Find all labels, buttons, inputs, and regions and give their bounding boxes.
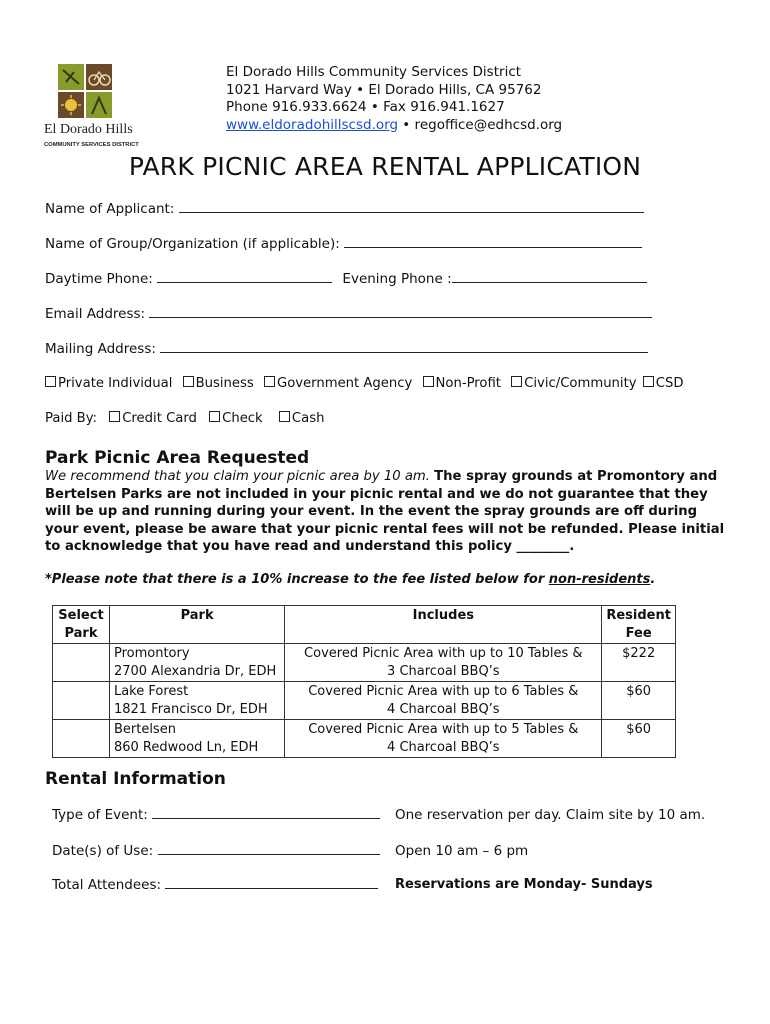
park-table-header (53, 606, 676, 644)
org-email: • regoffice@edhcsd.org (398, 116, 563, 133)
logo-subtext: COMMUNITY SERVICES DISTRICT (44, 142, 139, 148)
district-logo (44, 62, 140, 154)
evening-phone-input[interactable] (452, 271, 647, 283)
business-label: Business (195, 376, 254, 391)
attendees-label: Total Attendees: (52, 877, 162, 893)
attendees-field (52, 877, 378, 893)
group-name-input[interactable] (344, 236, 642, 248)
non-resident-underlined: non-residents (548, 572, 651, 587)
dates-input[interactable] (158, 843, 380, 855)
mailing-label: Mailing Address: (45, 341, 156, 357)
government-agency-checkbox[interactable] (264, 376, 275, 387)
csd-label: CSD (655, 376, 684, 391)
event-type-input[interactable] (152, 807, 380, 819)
reservation-days: Reservations are Monday- Sundays (395, 877, 653, 892)
website-link[interactable]: www.eldoradohillscsd.org (226, 116, 399, 133)
event-type-label: Type of Event: (52, 807, 148, 823)
park-cell (109, 682, 284, 720)
fee-cell: $60 (602, 720, 676, 758)
park-cell (109, 720, 284, 758)
email-label: Email Address: (45, 306, 146, 322)
cash-checkbox[interactable] (279, 411, 290, 422)
applicant-name-field (45, 201, 644, 217)
paid-by-label: Paid By: (45, 411, 98, 426)
park-cell (109, 644, 284, 682)
paid-by-options (45, 411, 324, 426)
select-promontory-cell[interactable] (53, 644, 110, 682)
table-row (53, 720, 676, 758)
private-individual-checkbox[interactable] (45, 376, 56, 387)
civic-community-label: Civic/Community (524, 376, 637, 391)
event-type-field (52, 807, 380, 823)
dates-field (52, 843, 380, 859)
group-name-field (45, 236, 642, 252)
includes-line: 3 Charcoal BBQ’s (387, 663, 500, 679)
business-checkbox[interactable] (183, 376, 194, 387)
non-profit-checkbox[interactable] (423, 376, 434, 387)
includes-cell (285, 682, 602, 720)
includes-line: 4 Charcoal BBQ’s (387, 701, 500, 717)
select-lake-forest-cell[interactable] (53, 682, 110, 720)
csd-checkbox[interactable] (643, 376, 654, 387)
government-agency-label: Government Agency (276, 376, 413, 391)
includes-line: 4 Charcoal BBQ’s (387, 739, 500, 755)
table-row (53, 644, 676, 682)
logo-text: El Dorado Hills (44, 122, 133, 137)
org-phone: Phone 916.933.6624 • Fax 916.941.1627 (226, 99, 505, 115)
civic-community-checkbox[interactable] (511, 376, 522, 387)
park-policy-paragraph (45, 468, 725, 556)
park-name: Lake Forest (113, 684, 189, 699)
header-resident-fee: Resident Fee (602, 606, 676, 644)
park-name: Bertelsen (113, 722, 176, 737)
header-select-park: Select Park (53, 606, 110, 644)
page-title: PARK PICNIC AREA RENTAL APPLICATION (128, 152, 642, 181)
logo-graphic (44, 62, 140, 154)
park-name: Promontory (113, 646, 190, 661)
mailing-input[interactable] (160, 341, 648, 353)
non-resident-note-end: . (650, 572, 656, 587)
check-checkbox[interactable] (209, 411, 220, 422)
reservation-rule: One reservation per day. Claim site by 10 am. (395, 807, 706, 823)
private-individual-label: Private Individual (58, 376, 173, 391)
evening-phone-label: Evening Phone : (342, 271, 452, 287)
org-name: El Dorado Hills Community Services District (226, 64, 522, 80)
includes-line: Covered Picnic Area with up to 5 Tables & (308, 722, 579, 737)
email-input[interactable] (149, 306, 652, 318)
check-label: Check (222, 411, 263, 426)
park-address: 1821 Francisco Dr, EDH (113, 701, 268, 717)
park-table (52, 605, 676, 758)
daytime-phone-label: Daytime Phone: (45, 271, 153, 287)
daytime-phone-input[interactable] (157, 271, 332, 283)
applicant-type-options (45, 376, 683, 391)
park-address: 2700 Alexandria Dr, EDH (113, 663, 277, 679)
email-field (45, 306, 652, 322)
org-contact-block (226, 64, 562, 134)
open-hours: Open 10 am – 6 pm (395, 843, 529, 859)
header-park: Park (109, 606, 284, 644)
group-name-label: Name of Group/Organization (if applicable): (45, 236, 340, 252)
phone-fields (45, 271, 647, 287)
spray-grounds-policy: The spray grounds at Promontory and Bertelsen Parks are not included in your picnic rental and we do not guarantee that they will be up and running during your event. In the event the spray grounds are off during your event, please be aware that your picnic rental fees will not be refunded. Please initial to acknowledge that you have read and understand this policy ________. (45, 469, 725, 554)
fee-cell: $222 (602, 644, 676, 682)
attendees-input[interactable] (165, 877, 378, 889)
includes-cell (285, 644, 602, 682)
non-resident-note-text: *Please note that there is a 10% increase to the fee listed below for (45, 572, 549, 587)
park-section-heading: Park Picnic Area Requested (45, 448, 310, 468)
credit-card-label: Credit Card (122, 411, 197, 426)
fee-cell: $60 (602, 682, 676, 720)
credit-card-checkbox[interactable] (109, 411, 120, 422)
cash-label: Cash (291, 411, 325, 426)
org-web-email (226, 117, 562, 135)
non-profit-label: Non-Profit (435, 376, 501, 391)
claim-recommendation: We recommend that you claim your picnic area by 10 am. (45, 469, 430, 484)
includes-cell (285, 720, 602, 758)
org-address: 1021 Harvard Way • El Dorado Hills, CA 95762 (226, 81, 542, 98)
includes-line: Covered Picnic Area with up to 6 Tables & (308, 684, 579, 699)
applicant-name-label: Name of Applicant: (45, 201, 175, 217)
park-address: 860 Redwood Ln, EDH (113, 739, 259, 755)
table-row (53, 682, 676, 720)
non-resident-note (45, 572, 655, 587)
dates-label: Date(s) of Use: (52, 843, 154, 859)
applicant-name-input[interactable] (179, 201, 644, 213)
mailing-field (45, 341, 648, 357)
includes-line: Covered Picnic Area with up to 10 Tables & (304, 646, 583, 661)
select-bertelsen-cell[interactable] (53, 720, 110, 758)
header-includes: Includes (285, 606, 602, 644)
rental-section-heading: Rental Information (45, 769, 226, 789)
